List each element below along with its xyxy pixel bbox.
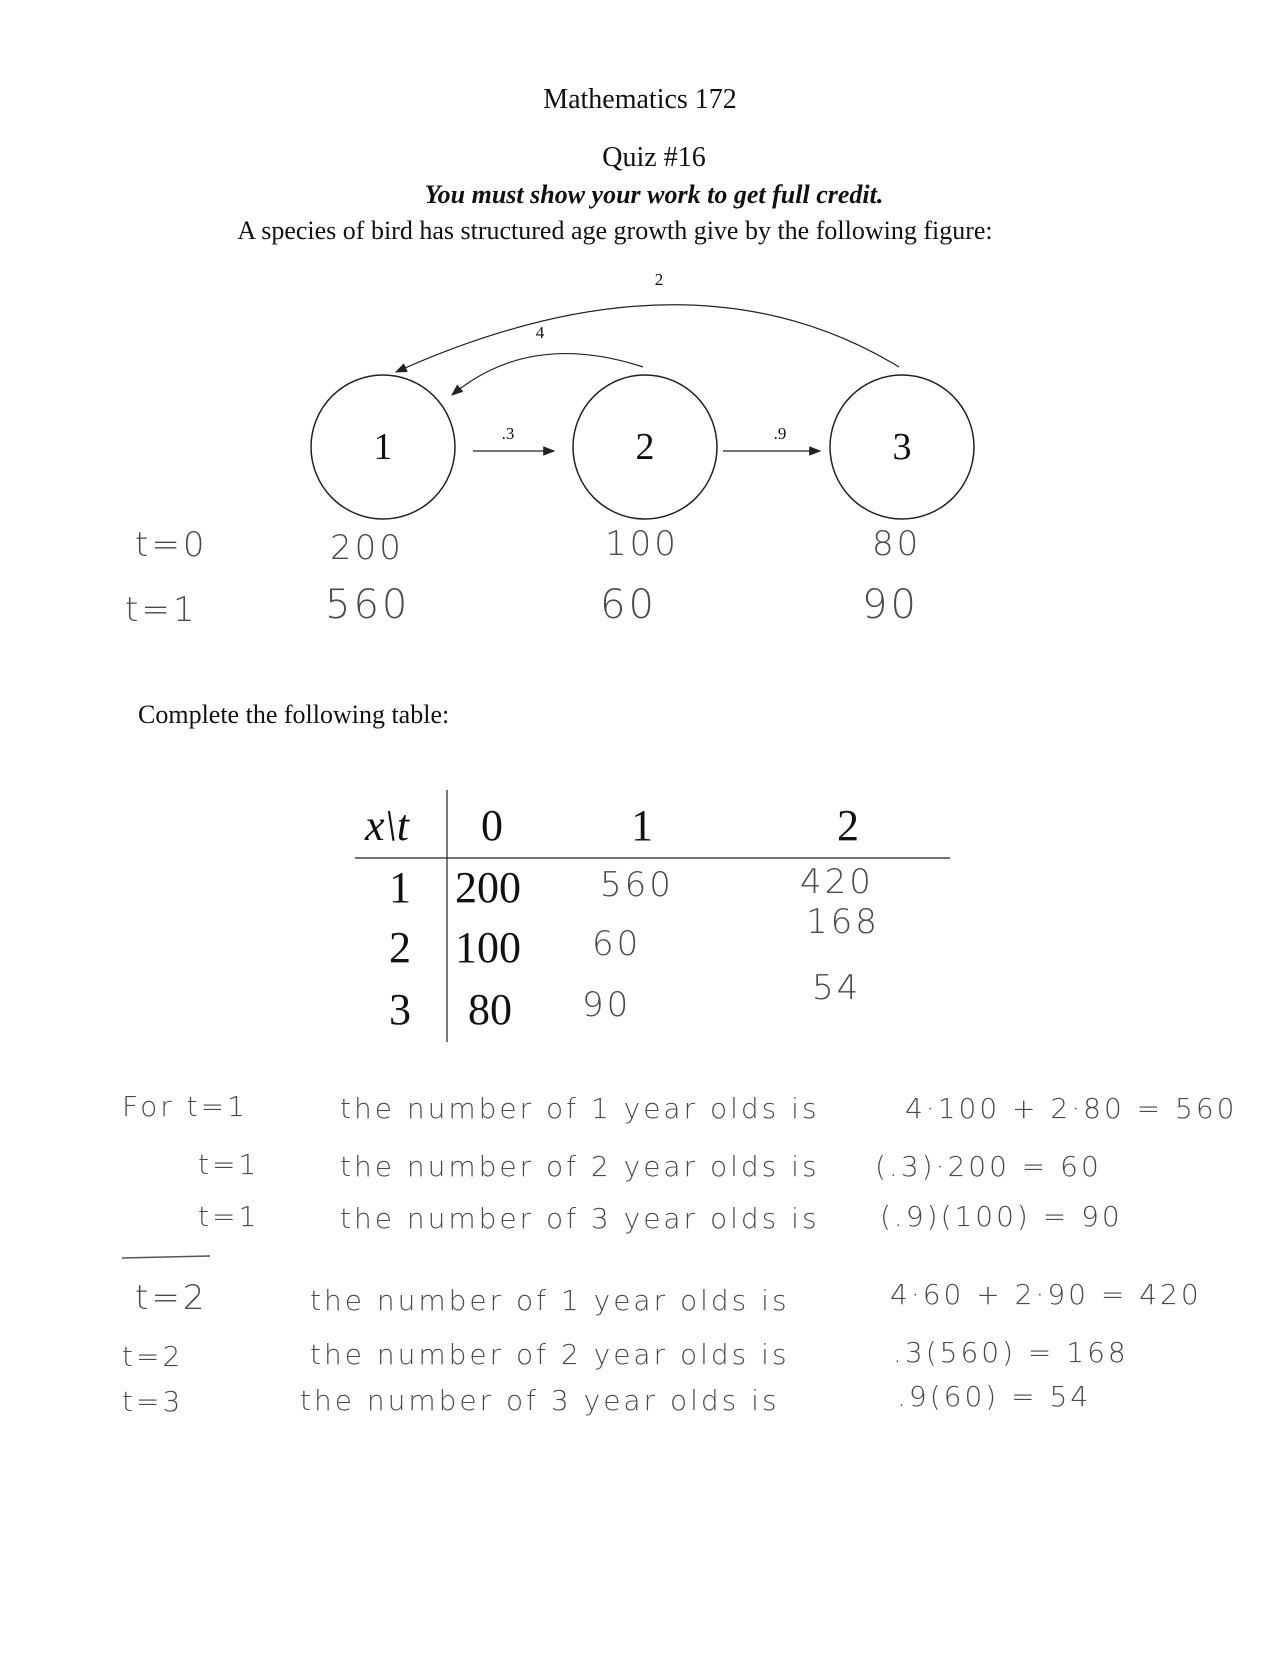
- work-label-5: t=2: [122, 1340, 184, 1373]
- table-cell-3-0: 80: [468, 985, 512, 1034]
- t0-count-3: 80: [872, 524, 922, 564]
- work-calc-5: .3(560) = 168: [893, 1336, 1129, 1369]
- node-label-3: 3: [892, 426, 912, 468]
- work-text-2: the number of 2 year olds is: [340, 1150, 820, 1183]
- table-col-header-1: 1: [631, 801, 653, 850]
- course-title: Mathematics 172: [543, 84, 737, 115]
- t0-label: t=0: [135, 525, 208, 565]
- work-label-2: t=1: [198, 1148, 260, 1181]
- t1-count-2: 60: [600, 582, 657, 628]
- t1-count-1: 560: [325, 582, 411, 628]
- work-calc-4: 4·60 + 2·90 = 420: [890, 1278, 1202, 1311]
- work-calc-1: 4·100 + 2·80 = 560: [905, 1092, 1238, 1125]
- work-calc-3: (.9)(100) = 90: [880, 1200, 1123, 1233]
- t1-count-3: 90: [862, 582, 919, 628]
- edge-3-to-1: [396, 305, 899, 372]
- table-col-header-2: 2: [837, 801, 859, 850]
- work-label-4: t=2: [135, 1278, 208, 1318]
- table-row-label-2: 2: [389, 923, 411, 972]
- work-text-4: the number of 1 year olds is: [310, 1284, 790, 1317]
- edge-label-3-1: 2: [654, 270, 664, 289]
- table-header-label: x\t: [365, 801, 409, 850]
- work-calc-2: (.3)·200 = 60: [875, 1150, 1102, 1183]
- node-label-2: 2: [635, 426, 655, 468]
- t0-count-2: 100: [605, 524, 679, 564]
- table-cell-2-1: 60: [592, 924, 642, 964]
- table-cell-2-2: 168: [806, 902, 880, 942]
- table-prompt: Complete the following table:: [138, 700, 450, 729]
- work-calc-6: .9(60) = 54: [897, 1380, 1092, 1413]
- instruction-text: You must show your work to get full credit.: [424, 180, 884, 209]
- table-cell-1-0: 200: [455, 863, 521, 912]
- t1-label: t=1: [125, 590, 198, 630]
- table-row-label-3: 3: [389, 985, 411, 1034]
- edge-label-1-2: .3: [501, 424, 515, 443]
- node-label-1: 1: [373, 426, 393, 468]
- work-separator: [122, 1256, 210, 1258]
- edge-label-2-3: .9: [773, 424, 787, 443]
- problem-statement: A species of bird has structured age growth give by the following figure:: [237, 216, 993, 245]
- table-cell-1-1: 560: [600, 865, 674, 905]
- quiz-title: Quiz #16: [602, 142, 706, 173]
- work-label-6: t=3: [122, 1385, 184, 1418]
- work-text-1: the number of 1 year olds is: [340, 1092, 820, 1125]
- work-text-3: the number of 3 year olds is: [340, 1202, 820, 1235]
- t0-count-1: 200: [330, 528, 404, 568]
- edge-label-2-1: 4: [535, 323, 545, 342]
- table-cell-2-0: 100: [455, 923, 521, 972]
- edge-2-to-1: [452, 354, 643, 395]
- table-col-header-0: 0: [481, 801, 503, 850]
- table-row-label-1: 1: [389, 863, 411, 912]
- work-label-3: t=1: [198, 1200, 260, 1233]
- work-text-5: the number of 2 year olds is: [310, 1338, 790, 1371]
- table-cell-3-1: 90: [582, 985, 632, 1025]
- table-cell-1-2: 420: [800, 862, 874, 902]
- work-text-6: the number of 3 year olds is: [300, 1384, 780, 1417]
- work-label-1: For t=1: [122, 1090, 248, 1123]
- table-cell-3-2: 54: [812, 968, 862, 1008]
